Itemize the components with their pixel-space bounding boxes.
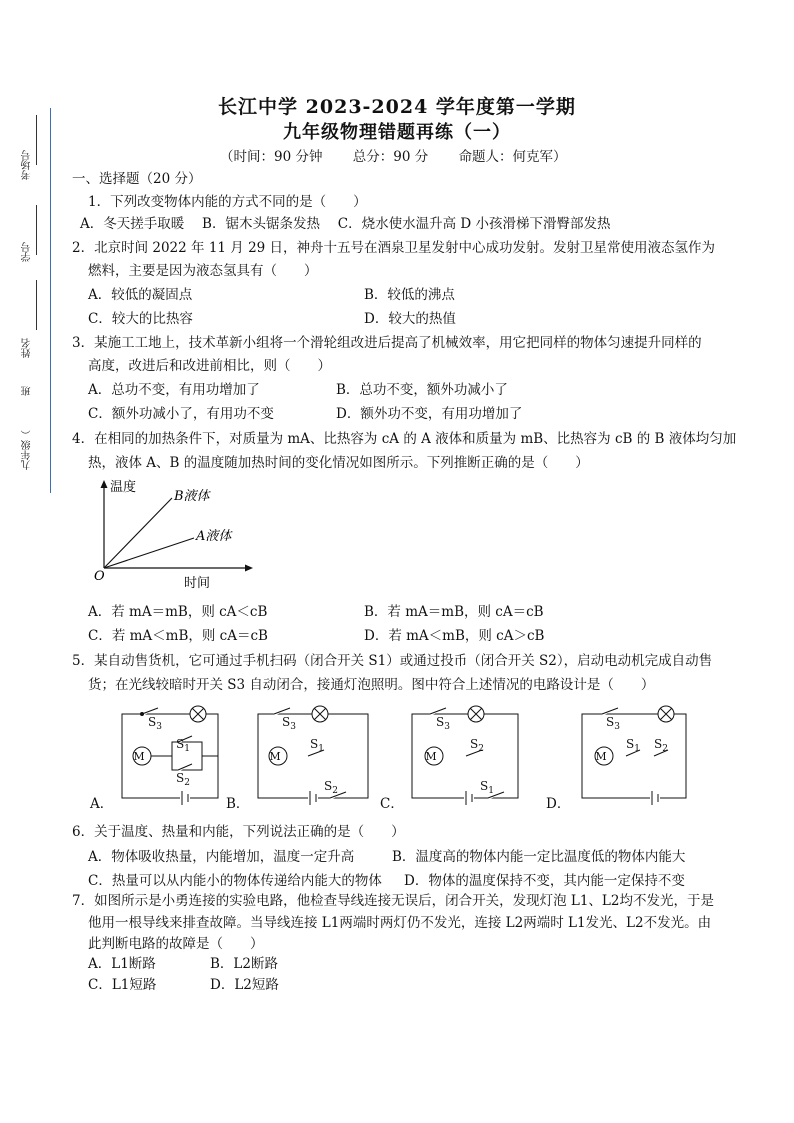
side-seat-label: 学号 [22,242,33,262]
q7-option-b: B．L2断路 [210,956,278,972]
side-room-label: 考场号 [22,150,33,180]
q1-stem: 1．下列改变物体内能的方式不同的是（ ） [88,194,367,210]
svg-text:S3: $S_3$ [436,715,450,732]
graph-label-a: A液体 [196,529,232,544]
graph-origin: O [94,569,105,584]
side-seat-blank [36,205,37,255]
q3-stem-1: 3．某施工工地上，技术革新小组将一个滑轮组改进后提高了机械效率，用它把同样的物体匀速提升同样的 [72,335,702,351]
q2-option-a: A．较低的凝固点 [88,287,193,303]
q7-option-c: C．L1短路 [88,977,157,993]
paper-title: 九年级物理错题再练（一） [283,122,511,143]
svg-text:S1: $S_1$ [626,737,640,754]
q6-option-a: A．物体吸收热量，内能增加，温度一定升高 [88,849,355,865]
svg-text:S2: $S_2$ [176,771,190,788]
circuit-label-a: A． [90,796,114,812]
svg-text:S1: $S_1$ [480,779,494,796]
q6-stem: 6．关于温度、热量和内能，下列说法正确的是（ ） [72,824,405,840]
q7-stem-3: 此判断电路的故障是（ ） [88,936,264,952]
side-name-blank [36,280,37,330]
exam-score: 总分：90 分 [352,149,429,165]
q4-option-b: B．若 mA＝mB，则 cA＝cB [364,604,544,620]
svg-text:S2: $S_2$ [470,737,484,754]
binding-line [50,108,51,493]
q2-option-d: D．较大的热值 [364,311,456,327]
q4-stem-1: 4．在相同的加热条件下，对质量为 mA、比热容为 cA 的 A 液体和质量为 mB、比热容为 cB 的 B 液体均匀加 [72,431,737,447]
exam-time: （时间：90 分钟 [220,149,323,165]
svg-text:M: M [595,750,607,763]
side-name-label: 姓名 [22,338,33,358]
graph-line-b [104,498,172,568]
svg-text:S2: $S_2$ [654,737,668,754]
q7-stem-2: 他用一根导线来排查故障。当导线连接 L1两端时两灯仍不发光，连接 L2两端时 L1发光、L2不发光。由 [88,915,712,931]
graph-label-b: B液体 [174,489,210,504]
q3-option-b: B．总功不变，额外功减小了 [336,382,508,398]
section-heading: 一、选择题（20 分） [72,171,202,187]
q2-option-b: B．较低的沸点 [364,287,455,303]
graph-xlabel: 时间 [184,576,211,591]
exam-meta [220,145,593,165]
circuit-label-b: B． [226,796,250,812]
q1-options: A．冬天搓手取暖 B．锯木头锯条发热 C．烧水使水温升高 D 小孩滑梯下滑臀部发热 [80,216,611,232]
q3-option-a: A．总功不变，有用功增加了 [88,382,260,398]
q4-stem-2: 热，液体 A、B 的温度随加热时间的变化情况如图所示。下列推断正确的是（ ） [88,455,589,471]
side-class-label: 班 [22,386,33,396]
q7-option-a: A．L1断路 [88,956,156,972]
q2-option-c: C．较大的比热容 [88,311,193,327]
q4-option-a: A．若 mA＝mB，则 cA＜cB [88,604,268,620]
q2-stem-1: 2．北京时间 2022 年 11 月 29 日，神舟十五号在酒泉卫星发射中心成功发射。发射卫星常使用液态氢作为 [72,240,716,256]
graph-line-a [104,538,194,568]
svg-text:S2: $S_2$ [324,779,338,796]
q5-circuit-options [80,698,720,816]
q3-option-c: C．额外功减小了，有用功不变 [88,406,274,422]
circuit-label-c: C． [380,796,404,812]
svg-text:M: M [425,750,437,763]
q2-stem-2: 燃料，主要是因为液态氢具有（ ） [88,263,318,279]
q6-option-b: B．温度高的物体内能一定比温度低的物体内能大 [392,849,686,865]
side-grade-label: 九年级（ [22,430,33,470]
q6-option-c: C．热量可以从内能小的物体传递给内能大的物体 [88,873,382,889]
q5-stem-1: 5．某自动售货机，它可通过手机扫码（闭合开关 S1）或通过投币（闭合开关 S2），启动电动机完成自动售 [72,653,713,669]
q4-temperature-graph [88,476,258,594]
q4-option-d: D．若 mA＜mB，则 cA＞cB [364,628,545,644]
school-title: 长江中学 2023-2024 学年度第一学期 [218,96,576,118]
q5-stem-2: 货；在光线较暗时开关 S3 自动闭合，接通灯泡照明。图中符合上述情况的电路设计是（ ） [88,677,655,693]
svg-text:M: M [269,750,281,763]
q7-option-d: D．L2短路 [210,977,279,993]
q6-option-d: D．物体的温度保持不变，其内能一定保持不变 [404,873,685,889]
svg-text:S3: $S_3$ [282,715,296,732]
svg-text:M: M [133,750,145,763]
svg-text:S3: $S_3$ [148,715,162,732]
exam-author: 命题人：何克军） [458,149,567,165]
svg-text:S3: $S_3$ [606,715,620,732]
graph-ylabel: 温度 [110,480,137,495]
q3-option-d: D．额外功不变，有用功增加了 [336,406,523,422]
q4-option-c: C．若 mA＜mB，则 cA＝cB [88,628,268,644]
svg-text:S1: $S_1$ [176,737,190,754]
circuit-label-d: D． [546,796,571,812]
q7-stem-1: 7．如图所示是小勇连接的实验电路，他检查导线连接无误后，闭合开关，发现灯泡 L1、L2均不发光，于是 [72,893,714,909]
q3-stem-2: 高度，改进后和改进前相比，则（ ） [88,358,331,374]
svg-text:S1: $S_1$ [310,737,324,754]
